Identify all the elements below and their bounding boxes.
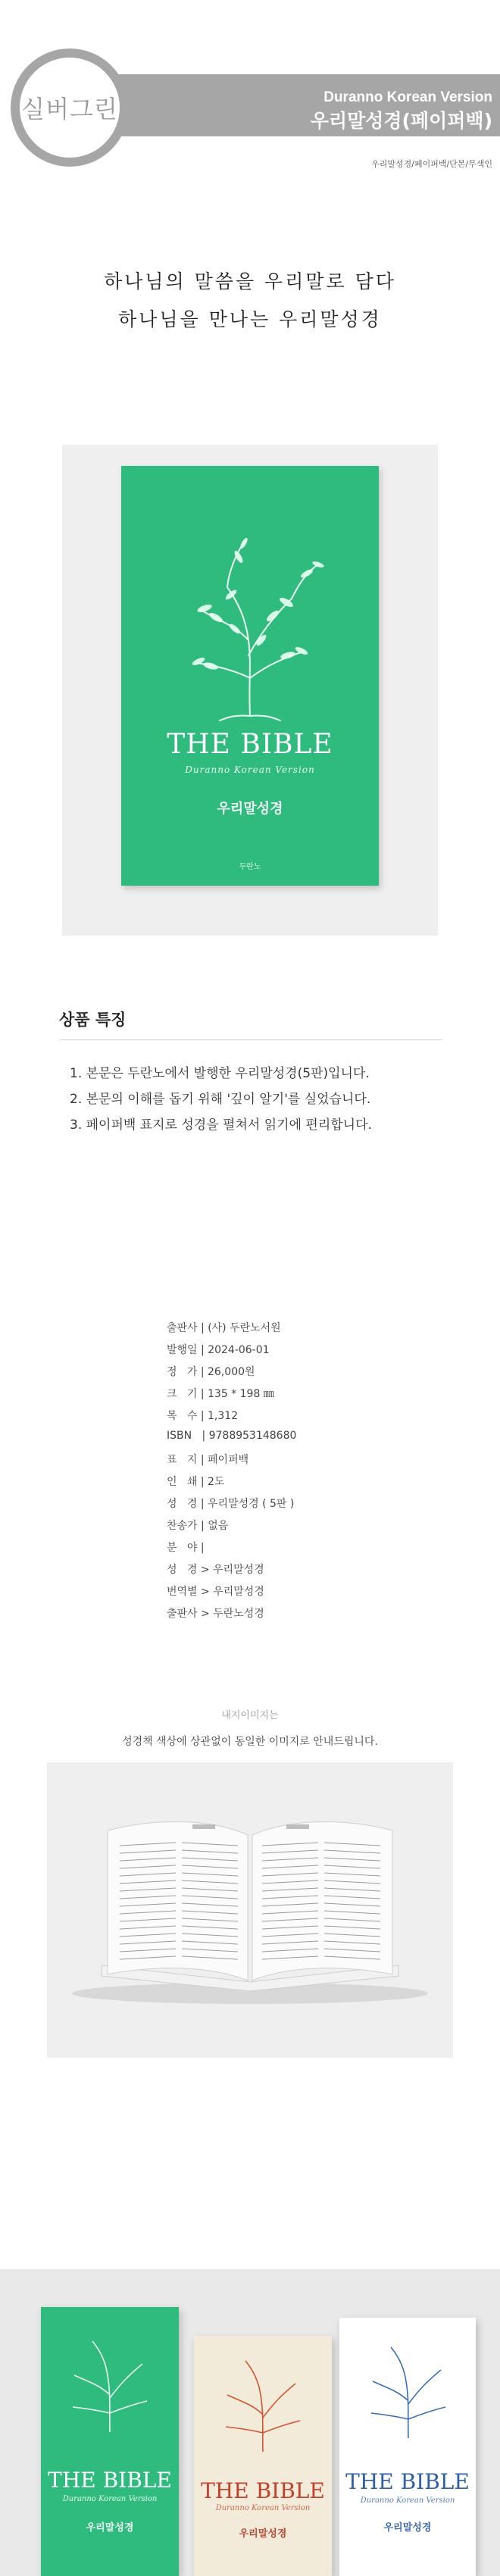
cover-korean-title: 우리말성경 (217, 801, 283, 817)
bible-cover (121, 466, 379, 886)
cover-photo (62, 445, 438, 936)
spec-row: 정 가 | 26,000원 (167, 1366, 255, 1378)
spec-row: 목 수 | 1,312 (167, 1410, 239, 1422)
spec-row: 발행일 | 2024-06-01 (167, 1344, 270, 1356)
breadcrumb: 우리말성경/페이퍼백/단본/무색인 (371, 159, 492, 169)
notice-text: 성경책 색상에 상관없이 동일한 이미지로 안내드립니다. (122, 1736, 378, 1748)
spec-row: ISBN | 9788953148680 (167, 1430, 297, 1442)
bible-korean-title: 우리말성경 (239, 2528, 287, 2540)
feature-item: 2. 본문의 이해를 돕기 위해 '깊이 알기'를 실었습니다. (70, 1092, 371, 1107)
bible-white (339, 2318, 476, 2576)
spec-row: 크 기 | 135 * 198 ㎜ (167, 1388, 274, 1400)
spec-row: 성 경 | 우리말성경 ( 5판 ) (167, 1498, 295, 1510)
bible-title: THE BIBLE (201, 2478, 325, 2503)
spec-row: 표 지 | 페이퍼백 (167, 1454, 249, 1466)
feature-item: 1. 본문은 두란노에서 발행한 우리말성경(5판)입니다. (70, 1066, 370, 1081)
cover-publisher: 두란노 (239, 863, 261, 871)
divider (59, 1039, 442, 1040)
olive-tree-icon (367, 2343, 450, 2442)
bible-beige (194, 2336, 332, 2576)
color-badge (11, 48, 129, 167)
spec-row: 성 경 > 우리말성경 (167, 1564, 264, 1576)
bible-title: THE BIBLE (48, 2468, 172, 2493)
product-title: 우리말성경(페이퍼백) (310, 110, 492, 132)
bible-green (41, 2307, 179, 2576)
spec-row: 분 야 | (167, 1542, 205, 1554)
headline-line-2: 하나님을 만나는 우리말성경 (118, 308, 382, 330)
bible-subtitle: Duranno Korean Version (360, 2496, 455, 2505)
spec-row: 출판사 | (사) 두란노서원 (167, 1322, 281, 1334)
bible-korean-title: 우리말성경 (86, 2522, 134, 2534)
spec-row: 인 쇄 | 2도 (167, 1476, 225, 1488)
notice-faded: 내지이미지는 (221, 1710, 279, 1721)
inner-spread-photo (47, 1762, 453, 2058)
open-bible-illustration (47, 1762, 453, 2058)
three-bibles-photo (0, 2269, 500, 2576)
bible-korean-title: 우리말성경 (383, 2522, 432, 2534)
bible-title: THE BIBLE (345, 2469, 470, 2494)
olive-tree-icon (68, 2337, 152, 2436)
spec-row: 번역별 > 우리말성경 (167, 1586, 264, 1598)
olive-tree-icon (159, 527, 341, 724)
spec-row: 찬송가 | 없음 (167, 1520, 229, 1532)
cover-subtitle: Duranno Korean Version (185, 764, 315, 775)
spec-row: 출판사 > 두란노성경 (167, 1608, 264, 1620)
cover-title: THE BIBLE (167, 729, 333, 760)
headline-line-1: 하나님의 말씀을 우리말로 담다 (104, 270, 396, 292)
color-badge-label: 실버그린 (21, 95, 118, 123)
bible-subtitle: Duranno Korean Version (215, 2504, 311, 2512)
bible-subtitle: Duranno Korean Version (62, 2495, 158, 2503)
feature-item: 3. 페이퍼백 표지로 성경을 펼쳐서 읽기에 편리합니다. (70, 1118, 372, 1133)
brand-line: Duranno Korean Version (323, 89, 492, 105)
features-title: 상품 특징 (59, 1011, 127, 1029)
olive-tree-icon (221, 2357, 305, 2456)
